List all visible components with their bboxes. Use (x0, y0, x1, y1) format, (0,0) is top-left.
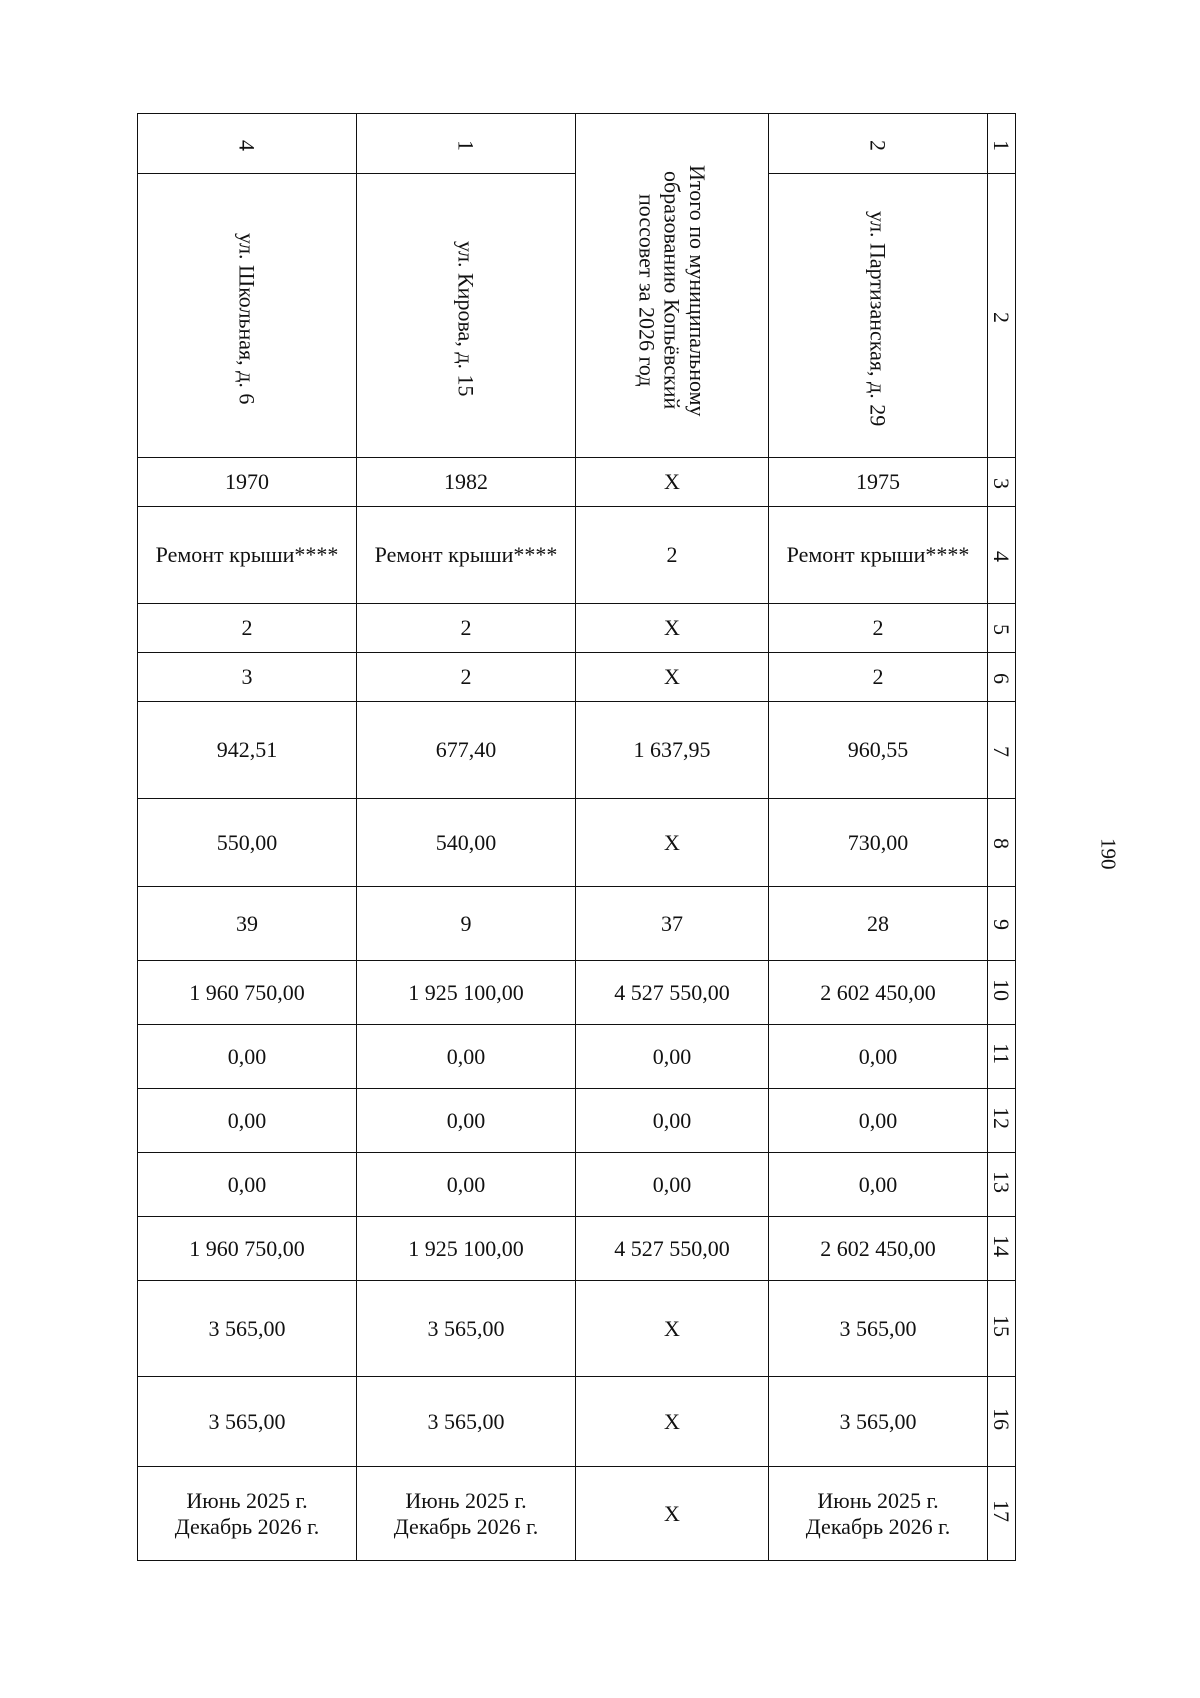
col-number-11: 11 (988, 1025, 1016, 1089)
col-number-10: 10 (988, 961, 1016, 1025)
repair-table (137, 113, 1016, 1561)
cell: 3 565,00 (357, 1281, 576, 1377)
cell: Ремонт крыши**** (769, 507, 988, 604)
page-number: 190 (1096, 838, 1121, 870)
cell: 1 925 100,00 (357, 961, 576, 1025)
col-number-12: 12 (988, 1089, 1016, 1153)
cell: 2 (769, 604, 988, 653)
col-number-5: 5 (988, 604, 1016, 653)
row4-address: ул. Школьная, д. 6 (138, 174, 357, 458)
table-row-col11 (138, 1025, 1016, 1089)
cell: Ремонт крыши**** (138, 507, 357, 604)
cell: 0,00 (576, 1153, 769, 1217)
cell: 0,00 (357, 1025, 576, 1089)
table-row-col5 (138, 604, 1016, 653)
table-row-col17 (138, 1467, 1016, 1561)
cell: 1 637,95 (576, 702, 769, 799)
cell: 1975 (769, 458, 988, 507)
col-number-14: 14 (988, 1217, 1016, 1281)
table-row-col9 (138, 887, 1016, 961)
col-number-17: 17 (988, 1467, 1016, 1561)
row2-house-number: 2 (769, 114, 988, 174)
cell: 9 (357, 887, 576, 961)
cell: 4 527 550,00 (576, 961, 769, 1025)
row1-house-number: 1 (357, 114, 576, 174)
table-row-col16 (138, 1377, 1016, 1467)
total-label: Итого по муниципальному образованию Копьёвский поссовет за 2026 год (634, 164, 710, 417)
table-row-col1 (138, 114, 1016, 174)
col-number-15: 15 (988, 1281, 1016, 1377)
cell: 540,00 (357, 799, 576, 887)
cell: 0,00 (769, 1025, 988, 1089)
cell: Х (576, 1467, 769, 1561)
cell: 3 565,00 (138, 1377, 357, 1467)
cell: 1982 (357, 458, 576, 507)
col-number-13: 13 (988, 1153, 1016, 1217)
cell: 3 565,00 (357, 1377, 576, 1467)
cell-dates: Июнь 2025 г. Декабрь 2026 г. (769, 1467, 988, 1561)
cell: 2 602 450,00 (769, 1217, 988, 1281)
cell: 0,00 (769, 1153, 988, 1217)
col-number-7: 7 (988, 702, 1016, 799)
cell: Х (576, 1281, 769, 1377)
table-row-col14 (138, 1217, 1016, 1281)
cell: Х (576, 458, 769, 507)
table-row-col7 (138, 702, 1016, 799)
cell: 960,55 (769, 702, 988, 799)
col-number-2: 2 (988, 174, 1016, 458)
col-number-6: 6 (988, 653, 1016, 702)
row2-address: ул. Партизанская, д. 29 (769, 174, 988, 458)
cell-dates: Июнь 2025 г. Декабрь 2026 г. (357, 1467, 576, 1561)
table-row-col15 (138, 1281, 1016, 1377)
table-row-col12 (138, 1089, 1016, 1153)
cell: 2 (357, 653, 576, 702)
col-number-9: 9 (988, 887, 1016, 961)
table-row-col8 (138, 799, 1016, 887)
cell: 3 565,00 (769, 1377, 988, 1467)
cell: 2 (576, 507, 769, 604)
cell: Х (576, 653, 769, 702)
cell: 2 (357, 604, 576, 653)
cell: 0,00 (357, 1153, 576, 1217)
table-row-col6 (138, 653, 1016, 702)
cell: 1970 (138, 458, 357, 507)
col-number-3: 3 (988, 458, 1016, 507)
cell: 730,00 (769, 799, 988, 887)
cell: 0,00 (576, 1089, 769, 1153)
cell: 1 960 750,00 (138, 1217, 357, 1281)
table-row-col3 (138, 458, 1016, 507)
cell: 0,00 (138, 1153, 357, 1217)
cell: 37 (576, 887, 769, 961)
cell: 1 960 750,00 (138, 961, 357, 1025)
cell: Х (576, 1377, 769, 1467)
total-label-cell (576, 114, 769, 458)
cell: 2 (769, 653, 988, 702)
row1-address: ул. Кирова, д. 15 (357, 174, 576, 458)
cell: Х (576, 604, 769, 653)
cell: 0,00 (576, 1025, 769, 1089)
cell: 2 602 450,00 (769, 961, 988, 1025)
cell: Ремонт крыши**** (357, 507, 576, 604)
cell: 0,00 (138, 1025, 357, 1089)
cell: 4 527 550,00 (576, 1217, 769, 1281)
table-row-col13 (138, 1153, 1016, 1217)
col-number-1: 1 (988, 114, 1016, 174)
cell: 2 (138, 604, 357, 653)
cell: 550,00 (138, 799, 357, 887)
cell: 0,00 (769, 1089, 988, 1153)
col-number-16: 16 (988, 1377, 1016, 1467)
cell: 0,00 (357, 1089, 576, 1153)
cell: 28 (769, 887, 988, 961)
row4-house-number: 4 (138, 114, 357, 174)
cell-dates: Июнь 2025 г. Декабрь 2026 г. (138, 1467, 357, 1561)
col-number-4: 4 (988, 507, 1016, 604)
cell: Х (576, 799, 769, 887)
cell: 942,51 (138, 702, 357, 799)
cell: 39 (138, 887, 357, 961)
table-row-col10 (138, 961, 1016, 1025)
cell: 1 925 100,00 (357, 1217, 576, 1281)
cell: 0,00 (138, 1089, 357, 1153)
cell: 3 565,00 (138, 1281, 357, 1377)
cell: 3 565,00 (769, 1281, 988, 1377)
cell: 3 (138, 653, 357, 702)
col-number-8: 8 (988, 799, 1016, 887)
cell: 677,40 (357, 702, 576, 799)
table-row-col4 (138, 507, 1016, 604)
